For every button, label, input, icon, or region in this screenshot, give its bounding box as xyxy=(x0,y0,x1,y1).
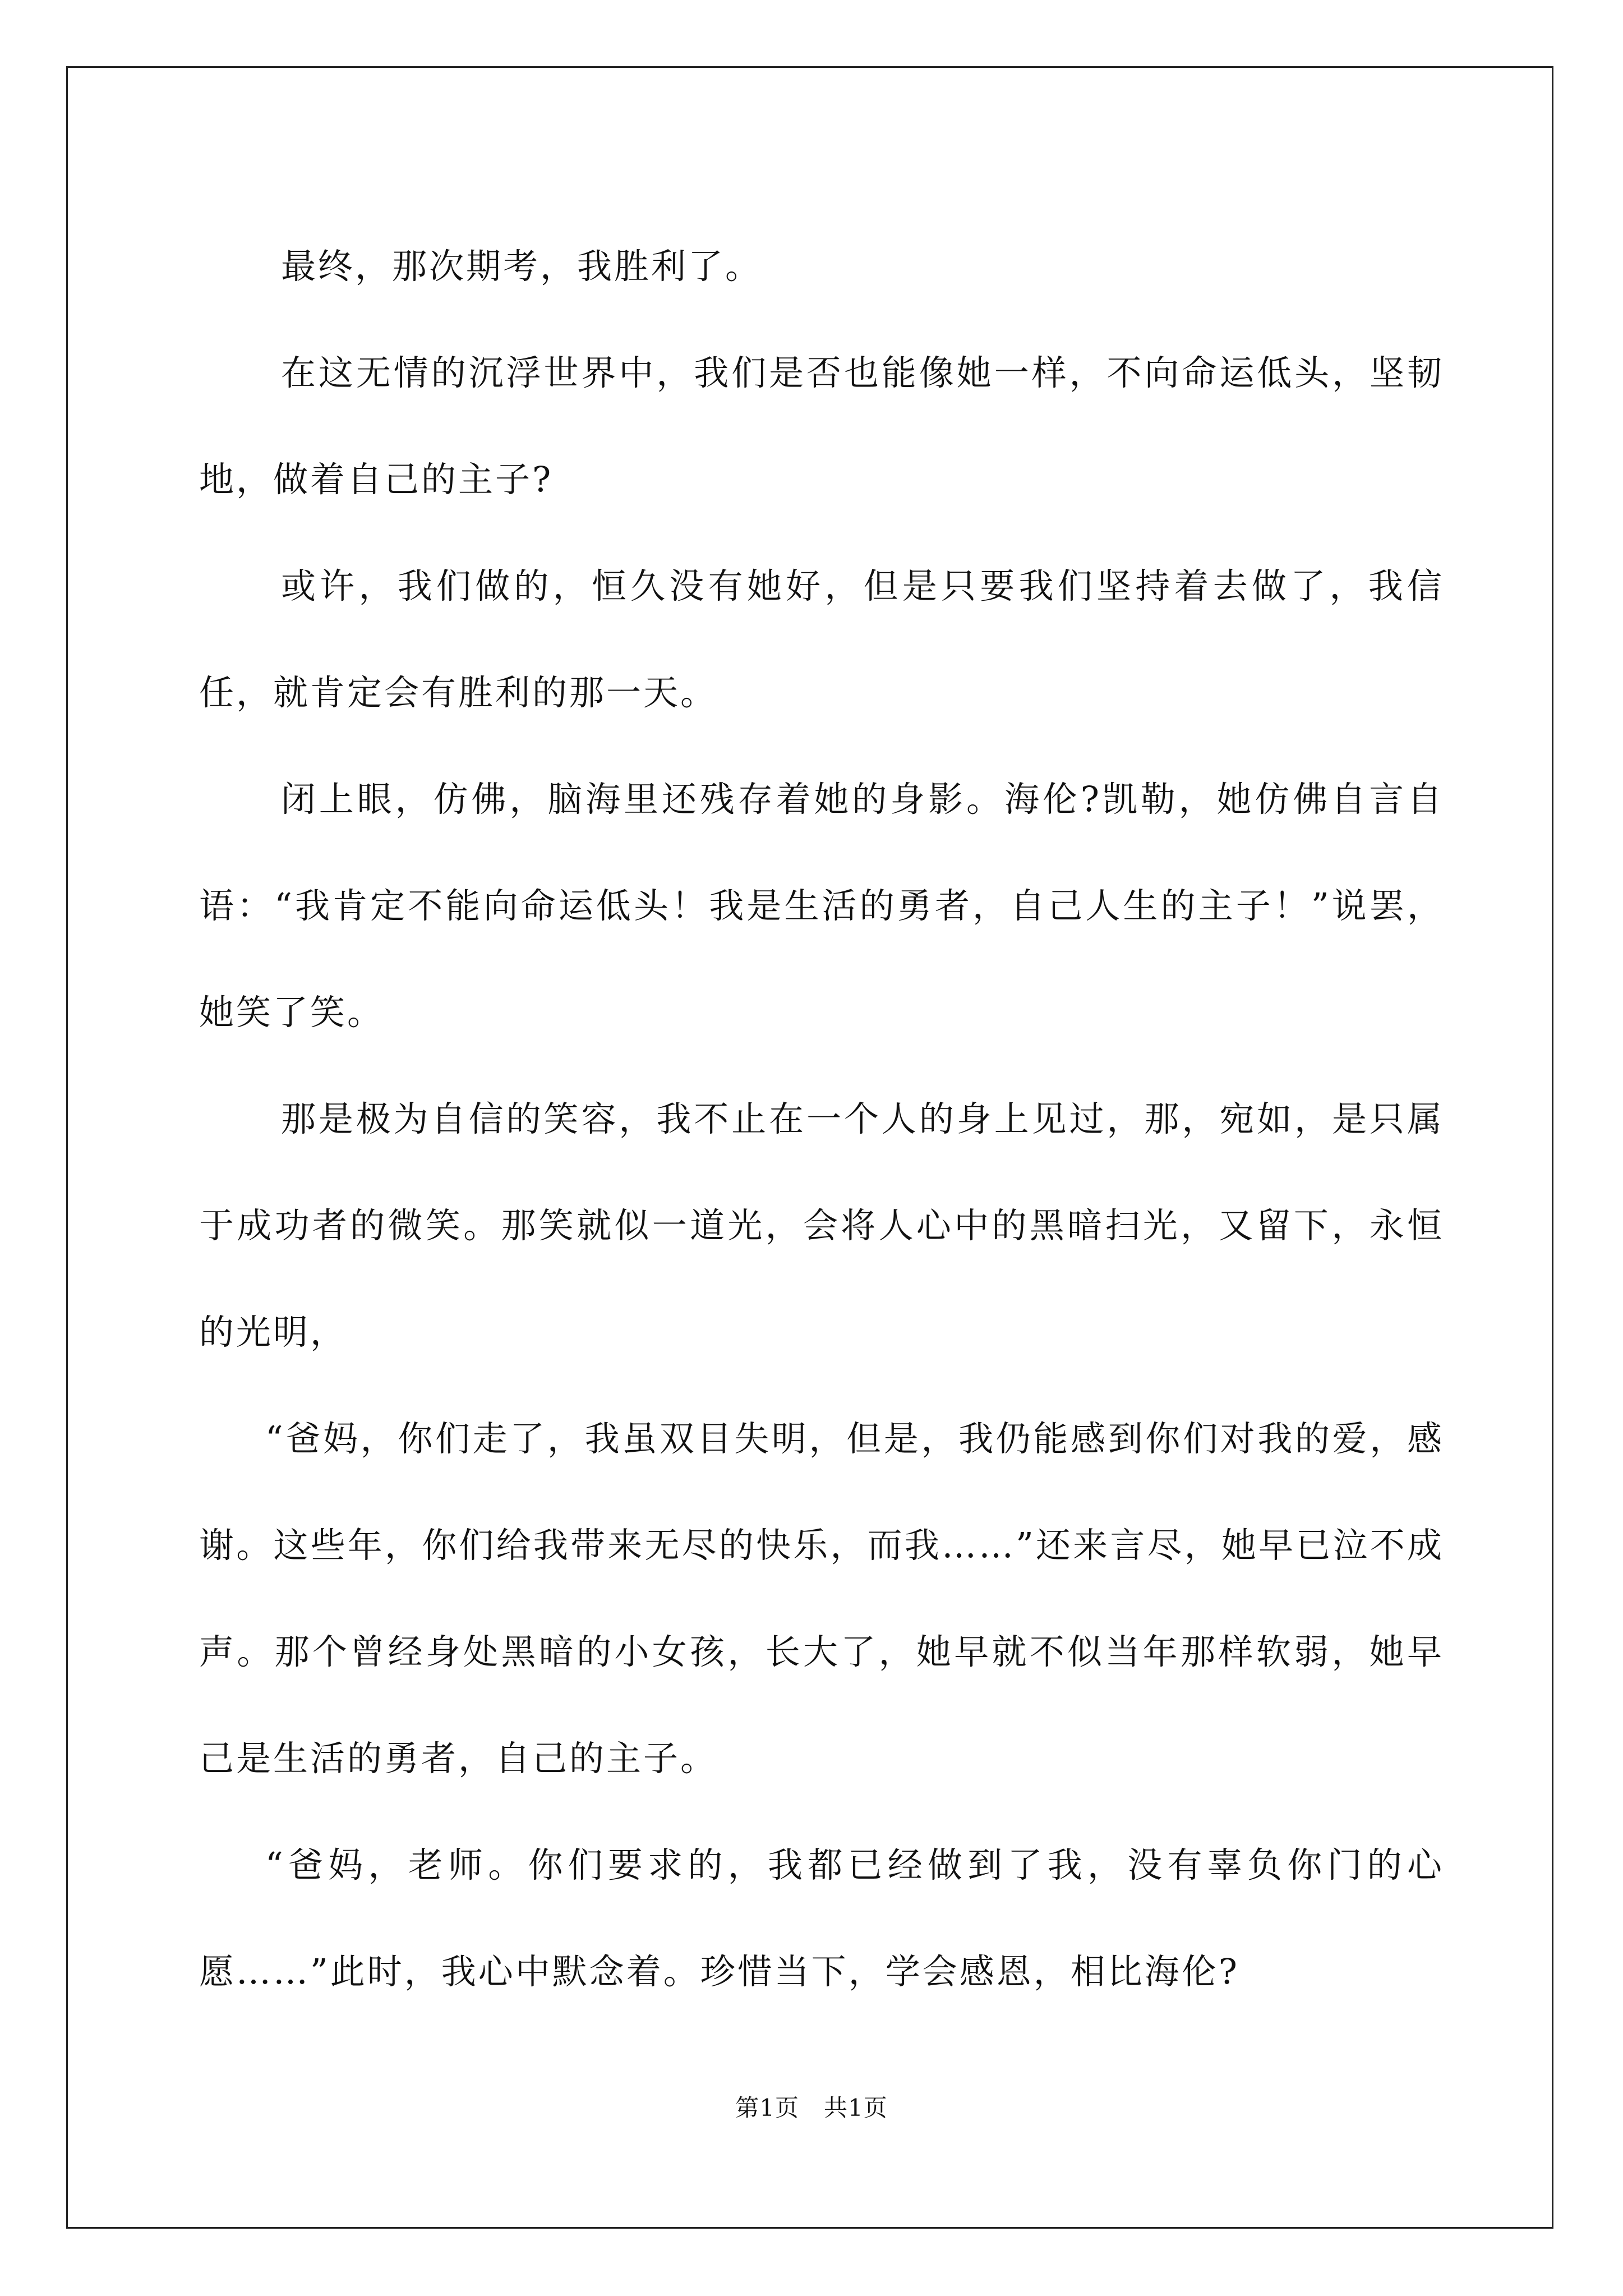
document-body xyxy=(199,213,1444,2025)
page-footer xyxy=(0,2091,1623,2125)
paragraph-7: “爸妈，老师。你们要求的，我都已经做到了我，没有辜负你门的心愿……”此时，我心中默念着。珍惜当下，学会感恩，相比海伦? xyxy=(199,1844,1444,1992)
paragraph-1: 最终，那次期考，我胜利了。 xyxy=(281,246,763,287)
page-number-total: 共1页 xyxy=(824,2094,888,2122)
paragraph-6: “爸妈，你们走了，我虽双目失明，但是，我仍能感到你们对我的爱，感谢。这些年，你们给我带来无尽的快乐，而我……”还来言尽，她早已泣不成声。那个曾经身处黑暗的小女孩，长大了，她早就不似当年那样软弱，她早己是生活的勇者，自己的主子。 xyxy=(199,1418,1444,1779)
page-number-current: 第1页 xyxy=(735,2094,799,2122)
paragraph-2: 在这无情的沉浮世界中，我们是否也能像她一样，不向命运低头，坚韧地，做着自己的主子? xyxy=(199,352,1444,500)
paragraph-5: 那是极为自信的笑容，我不止在一个人的身上见过，那，宛如，是只属于成功者的微笑。那笑就似一道光，会将人心中的黑暗扫光，又留下，永恒的光明， xyxy=(199,1098,1444,1352)
paragraph-3: 或许，我们做的，恒久没有她好，但是只要我们坚持着去做了，我信任，就肯定会有胜利的那一天。 xyxy=(199,565,1444,713)
paragraph-4: 闭上眼，仿佛，脑海里还残存着她的身影。海伦?凯勒，她仿佛自言自语：“我肯定不能向命运低头！我是生活的勇者，自己人生的主子！”说罢，她笑了笑。 xyxy=(199,779,1444,1033)
